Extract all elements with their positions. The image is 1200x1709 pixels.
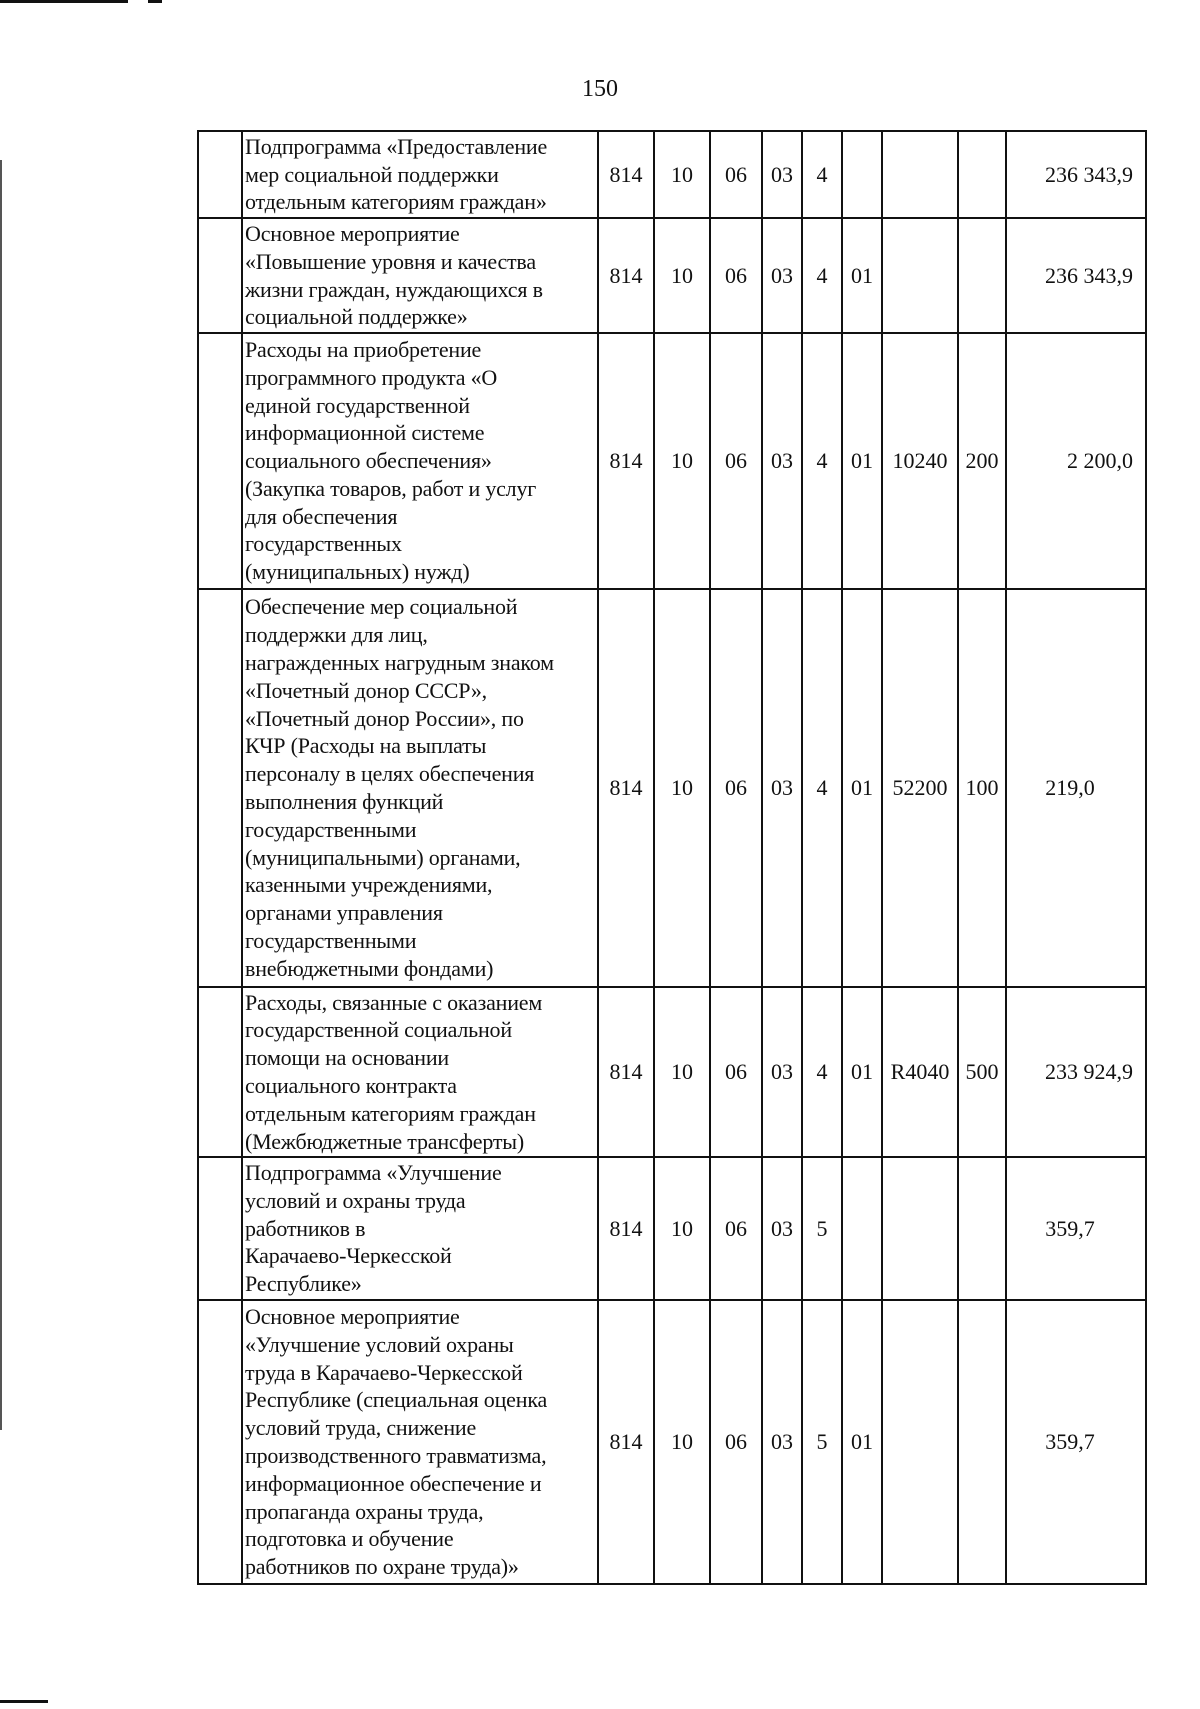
- subsection-cell: 06: [710, 1300, 762, 1584]
- section-cell: 10: [654, 218, 710, 333]
- description-cell: Обеспечение мер социальной поддержки для лиц, награжденных нагрудным знаком «Почетный донор СССР», «Почетный донор России», по КЧР (Расходы на выплаты персоналу в целях обеспечения выполнения функций государственными (муниципальными) органами, казенными учреждениями, органами управления государственными внебюджетными фондами): [242, 589, 598, 987]
- code-cell: 814: [598, 218, 654, 333]
- row-index-cell: [198, 333, 242, 589]
- budget-table-body: [198, 131, 1146, 1584]
- amount-cell: 219,0: [1006, 589, 1146, 987]
- subsection-cell: 06: [710, 589, 762, 987]
- table-row: [198, 589, 1146, 987]
- subsection-cell: 06: [710, 1157, 762, 1300]
- code-cell: 814: [598, 333, 654, 589]
- expense-type-cell: [958, 1157, 1006, 1300]
- table-row: [198, 218, 1146, 333]
- expense-type-cell: 100: [958, 589, 1006, 987]
- subsection-cell: 06: [710, 218, 762, 333]
- table-row: [198, 1300, 1146, 1584]
- direction-cell: [882, 1157, 958, 1300]
- row-index-cell: [198, 1300, 242, 1584]
- amount-cell: 2 200,0: [1006, 333, 1146, 589]
- subprogram-cell: 4: [802, 589, 842, 987]
- table-row: [198, 333, 1146, 589]
- activity-cell: [842, 131, 882, 218]
- description-cell: Основное мероприятие «Повышение уровня и качества жизни граждан, нуждающихся в социальной поддержке»: [242, 218, 598, 333]
- subprogram-cell: 4: [802, 131, 842, 218]
- row-index-cell: [198, 589, 242, 987]
- section-cell: 10: [654, 333, 710, 589]
- subprogram-cell: 5: [802, 1157, 842, 1300]
- subprogram-cell: 5: [802, 1300, 842, 1584]
- direction-cell: 52200: [882, 589, 958, 987]
- activity-cell: 01: [842, 987, 882, 1157]
- scan-artifact-bottom: [0, 1700, 48, 1703]
- amount-cell: 233 924,9: [1006, 987, 1146, 1157]
- table-row: [198, 131, 1146, 218]
- activity-cell: 01: [842, 1300, 882, 1584]
- section-cell: 10: [654, 987, 710, 1157]
- code-cell: 814: [598, 131, 654, 218]
- direction-cell: [882, 218, 958, 333]
- page-number: 150: [582, 76, 618, 102]
- scan-artifact-top-2: [148, 0, 162, 3]
- direction-cell: [882, 131, 958, 218]
- expense-type-cell: 500: [958, 987, 1006, 1157]
- description-cell: Расходы на приобретение программного продукта «О единой государственной информационной системе социального обеспечения» (Закупка товаров, работ и услуг для обеспечения государственных (муниципальных) нужд): [242, 333, 598, 589]
- program-cell: 03: [762, 589, 802, 987]
- activity-cell: 01: [842, 333, 882, 589]
- program-cell: 03: [762, 1300, 802, 1584]
- subprogram-cell: 4: [802, 218, 842, 333]
- program-cell: 03: [762, 1157, 802, 1300]
- scan-artifact-top: [0, 0, 128, 3]
- program-cell: 03: [762, 987, 802, 1157]
- subprogram-cell: 4: [802, 333, 842, 589]
- subsection-cell: 06: [710, 987, 762, 1157]
- amount-cell: 359,7: [1006, 1157, 1146, 1300]
- amount-cell: 359,7: [1006, 1300, 1146, 1584]
- scan-artifact-left-edge: [0, 160, 2, 1430]
- description-cell: Основное мероприятие «Улучшение условий охраны труда в Карачаево-Черкесской Республике (специальная оценка условий труда, снижение производственного травматизма, информационное обеспечение и пропаганда охраны труда, подготовка и обучение работников по охране труда)»: [242, 1300, 598, 1584]
- section-cell: 10: [654, 589, 710, 987]
- expense-type-cell: 200: [958, 333, 1006, 589]
- code-cell: 814: [598, 589, 654, 987]
- description-cell: Подпрограмма «Улучшение условий и охраны труда работников в Карачаево-Черкесской Республике»: [242, 1157, 598, 1300]
- budget-table: [197, 130, 1147, 1585]
- subsection-cell: 06: [710, 131, 762, 218]
- program-cell: 03: [762, 131, 802, 218]
- direction-cell: [882, 1300, 958, 1584]
- code-cell: 814: [598, 1157, 654, 1300]
- description-cell: Подпрограмма «Предоставление мер социальной поддержки отдельным категориям граждан»: [242, 131, 598, 218]
- subprogram-cell: 4: [802, 987, 842, 1157]
- code-cell: 814: [598, 987, 654, 1157]
- activity-cell: 01: [842, 589, 882, 987]
- amount-cell: 236 343,9: [1006, 218, 1146, 333]
- direction-cell: 10240: [882, 333, 958, 589]
- section-cell: 10: [654, 1157, 710, 1300]
- description-cell: Расходы, связанные с оказанием государственной социальной помощи на основании социального контракта отдельным категориям граждан (Межбюджетные трансферты): [242, 987, 598, 1157]
- program-cell: 03: [762, 333, 802, 589]
- row-index-cell: [198, 218, 242, 333]
- row-index-cell: [198, 131, 242, 218]
- expense-type-cell: [958, 218, 1006, 333]
- expense-type-cell: [958, 131, 1006, 218]
- amount-cell: 236 343,9: [1006, 131, 1146, 218]
- table-row: [198, 987, 1146, 1157]
- program-cell: 03: [762, 218, 802, 333]
- code-cell: 814: [598, 1300, 654, 1584]
- section-cell: 10: [654, 1300, 710, 1584]
- section-cell: 10: [654, 131, 710, 218]
- subsection-cell: 06: [710, 333, 762, 589]
- direction-cell: R4040: [882, 987, 958, 1157]
- expense-type-cell: [958, 1300, 1006, 1584]
- activity-cell: [842, 1157, 882, 1300]
- activity-cell: 01: [842, 218, 882, 333]
- row-index-cell: [198, 987, 242, 1157]
- table-row: [198, 1157, 1146, 1300]
- row-index-cell: [198, 1157, 242, 1300]
